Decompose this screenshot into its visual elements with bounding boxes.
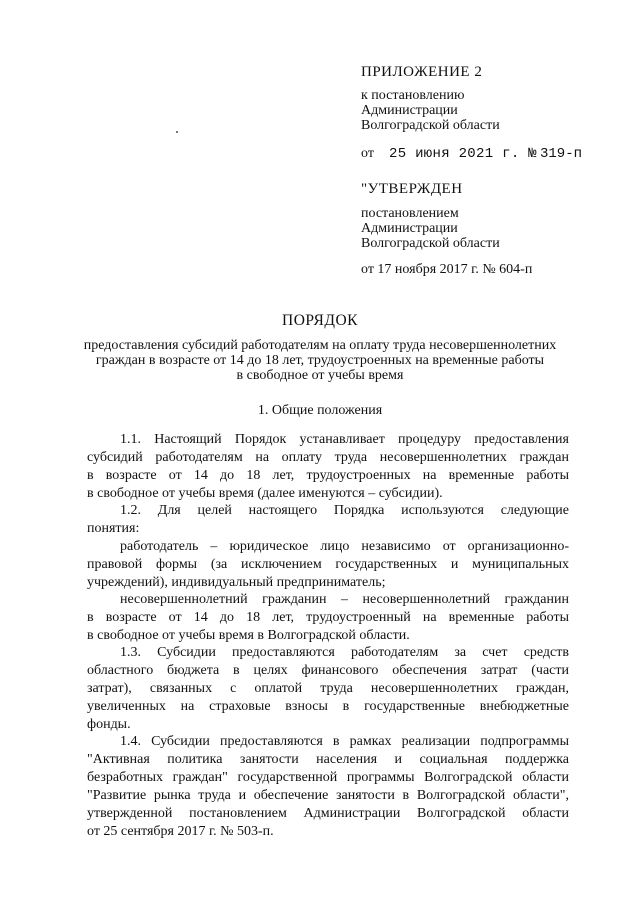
paragraph-line: субсидий работодателям на оплату труда несовершеннолетних граждан [87,450,569,465]
paragraph-line: увеличенных на страховые взносы в государственные внебюджетные [87,699,569,714]
paragraph-line: в свободное от учебы время (далее именуются – субсидии). [87,486,443,501]
paragraph-line: 1.4. Субсидии предоставляются в рамках реализации подпрограммы [120,734,569,749]
paragraph-line: областного бюджета в целях финансового обеспечения затрат (части [87,663,569,678]
paragraph-line: в возрасте от 14 до 18 лет, трудоустроенных на временные работы [87,468,569,483]
paragraph-line: 1.1. Настоящий Порядок устанавливает процедуру предоставления [120,432,569,447]
approved-line-1: постановлением [361,206,459,221]
document-subtitle-line: граждан в возрасте от 14 до 18 лет, трудоустроенных на временные работы [95,353,545,368]
paragraph-line: от 25 сентября 2017 г. № 503-п. [87,824,274,839]
scan-speck [176,131,178,133]
approved-title: "УТВЕРЖДЕН [361,181,463,197]
appendix-region: Волгоградской области [361,118,500,133]
paragraph-line: безработных граждан" государственной программы Волгоградской области [87,770,569,785]
appendix-title: ПРИЛОЖЕНИЕ 2 [361,64,483,80]
paragraph-line: затрат), связанных с оплатой труда несовершеннолетних граждан, [87,681,569,696]
document-title: ПОРЯДОК [282,312,358,329]
paragraph-line: учреждений), индивидуальный предприниматель; [87,575,386,590]
appendix-administration: Администрации [361,103,458,118]
appendix-date-prefix: от [361,146,374,161]
paragraph-line: работодатель – юридическое лицо независимо от организационно- [120,539,569,554]
document-subtitle-line: в свободное от учебы время [236,368,404,383]
paragraph-line: несовершеннолетний гражданин – несовершеннолетний гражданин [120,592,569,607]
paragraph-line: утвержденной постановлением Администрации Волгоградской области [87,806,569,821]
appendix-date-value: 25 июня 2021 г. № [389,146,537,162]
paragraph-line: правовой формы (за исключением государственных и муниципальных [87,557,569,572]
approved-line-2: Администрации [361,221,458,236]
approved-line-3: Волгоградской области [361,236,500,251]
paragraph-line: 1.2. Для целей настоящего Порядка используются следующие [120,503,569,518]
document-subtitle-line: предоставления субсидий работодателям на оплату труда несовершеннолетних [83,338,557,353]
appendix-number-value: 319-п [540,146,583,162]
paragraph-line: в свободное от учебы время в Волгоградской области. [87,628,410,643]
approved-date: от 17 ноября 2017 г. № 604-п [361,262,533,277]
paragraph-line: "Развитие рынка труда и обеспечение занятости в Волгоградской области", [87,788,569,803]
paragraph-line: фонды. [87,717,131,732]
section-heading: 1. Общие положения [257,403,383,418]
paragraph-line: в возрасте от 14 до 18 лет, трудоустроенный на временные работы [87,610,569,625]
paragraph-line: "Активная политика занятости населения и социальная поддержка [87,752,569,767]
paragraph-line: 1.3. Субсидии предоставляются работодателям за счет средств [120,645,569,660]
paragraph-line: понятия: [87,521,140,536]
appendix-to-resolution: к постановлению [361,88,465,103]
